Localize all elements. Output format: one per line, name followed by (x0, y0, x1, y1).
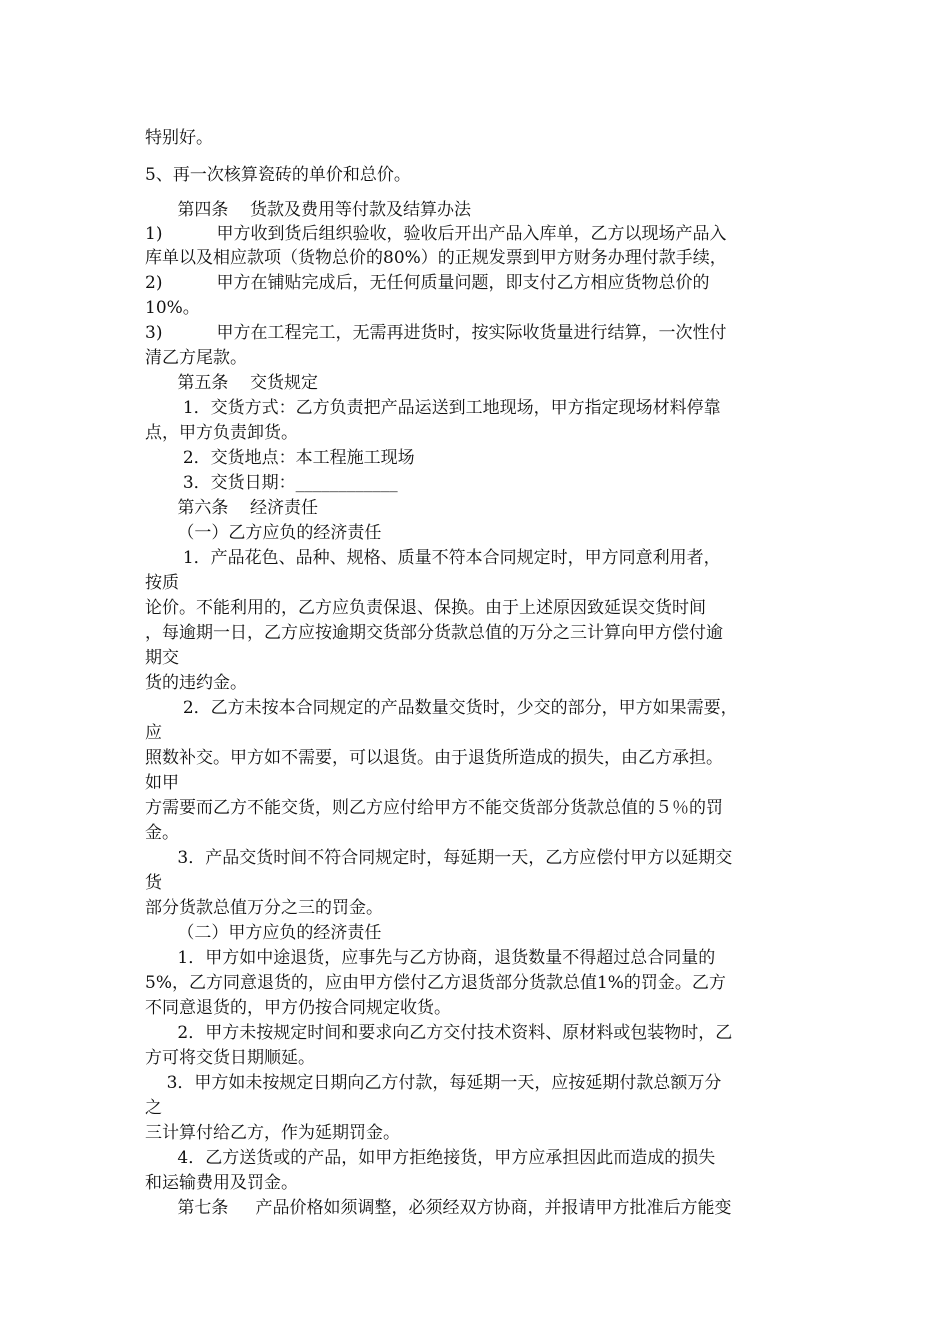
text-line: 货的违约金。 (145, 673, 247, 693)
text-line: 按质 (145, 573, 179, 593)
section-heading-5: 第五条 交货规定 (145, 373, 319, 393)
text-line: 2．交货地点：本工程施工现场 (145, 448, 415, 468)
section-heading-4: 第四条 货款及费用等付款及结算办法 (145, 200, 472, 220)
text-line: 2．乙方未按本合同规定的产品数量交货时，少交的部分，甲方如果需要， (145, 698, 738, 718)
text-line: 部分货款总值万分之三的罚金。 (145, 898, 383, 918)
text-line: 货 (145, 873, 162, 893)
text-line: 3．交货日期：____________ (145, 473, 398, 493)
text-line: 库单以及相应款项（货物总价的80%）的正规发票到甲方财务办理付款手续， (145, 248, 727, 268)
text-line: 期交 (145, 648, 179, 668)
text-line: 和运输费用及罚金。 (145, 1173, 298, 1193)
text-line: 金。 (145, 823, 179, 843)
text-line: 5%，乙方同意退货的，应由甲方偿付乙方退货部分货款总值1%的罚金。乙方 (145, 973, 726, 993)
text-line: 特别好。 (145, 128, 213, 148)
text-line: 方需要而乙方不能交货，则乙方应付给甲方不能交货部分货款总值的５％的罚 (145, 798, 723, 818)
text-line: 5、再一次核算瓷砖的单价和总价。 (145, 165, 411, 185)
text-line: 4．乙方送货或的产品，如甲方拒绝接货，甲方应承担因此而造成的损失 (145, 1148, 716, 1168)
text-line: 2．甲方未按规定时间和要求向乙方交付技术资料、原材料或包装物时，乙 (145, 1023, 733, 1043)
text-line: 论价。不能利用的，乙方应负责保退、保换。由于上述原因致延误交货时间 (145, 598, 706, 618)
text-line: 3．甲方如未按规定日期向乙方付款，每延期一天，应按延期付款总额万分 (145, 1073, 722, 1093)
text-line: 1．产品花色、品种、规格、质量不符本合同规定时，甲方同意利用者， (145, 548, 721, 568)
text-line: 10%。 (145, 298, 200, 318)
text-line: 不同意退货的，甲方仍按合同规定收货。 (145, 998, 451, 1018)
text-line: 3．产品交货时间不符合同规定时，每延期一天，乙方应偿付甲方以延期交 (145, 848, 733, 868)
text-line: 三计算付给乙方，作为延期罚金。 (145, 1123, 400, 1143)
text-line: （一）乙方应负的经济责任 (145, 523, 382, 543)
text-line: 点，甲方负责卸货。 (145, 423, 298, 443)
section-heading-7: 第七条 产品价格如须调整，必须经双方协商，并报请甲方批准后方能变 (145, 1198, 732, 1218)
text-line: 之 (145, 1098, 162, 1118)
text-line: 方可将交货日期顺延。 (145, 1048, 315, 1068)
text-line: 1．甲方如中途退货，应事先与乙方协商，退货数量不得超过总合同量的 (145, 948, 716, 968)
text-line: 2) 甲方在铺贴完成后，无任何质量问题，即支付乙方相应货物总价的 (145, 273, 710, 293)
text-line: ，每逾期一日，乙方应按逾期交货部分货款总值的万分之三计算向甲方偿付逾 (145, 623, 723, 643)
text-line: 1) 甲方收到货后组织验收，验收后开出产品入库单，乙方以现场产品入 (145, 224, 727, 244)
text-line: 清乙方尾款。 (145, 348, 247, 368)
text-line: （二）甲方应负的经济责任 (145, 923, 382, 943)
text-line: 应 (145, 723, 162, 743)
text-line: 1．交货方式：乙方负责把产品运送到工地现场，甲方指定现场材料停靠 (145, 398, 721, 418)
text-line: 照数补交。甲方如不需要，可以退货。由于退货所造成的损失，由乙方承担。 (145, 748, 723, 768)
section-heading-6: 第六条 经济责任 (145, 498, 319, 518)
text-line: 3) 甲方在工程完工，无需再进货时，按实际收货量进行结算，一次性付 (145, 323, 727, 343)
text-line: 如甲 (145, 773, 179, 793)
